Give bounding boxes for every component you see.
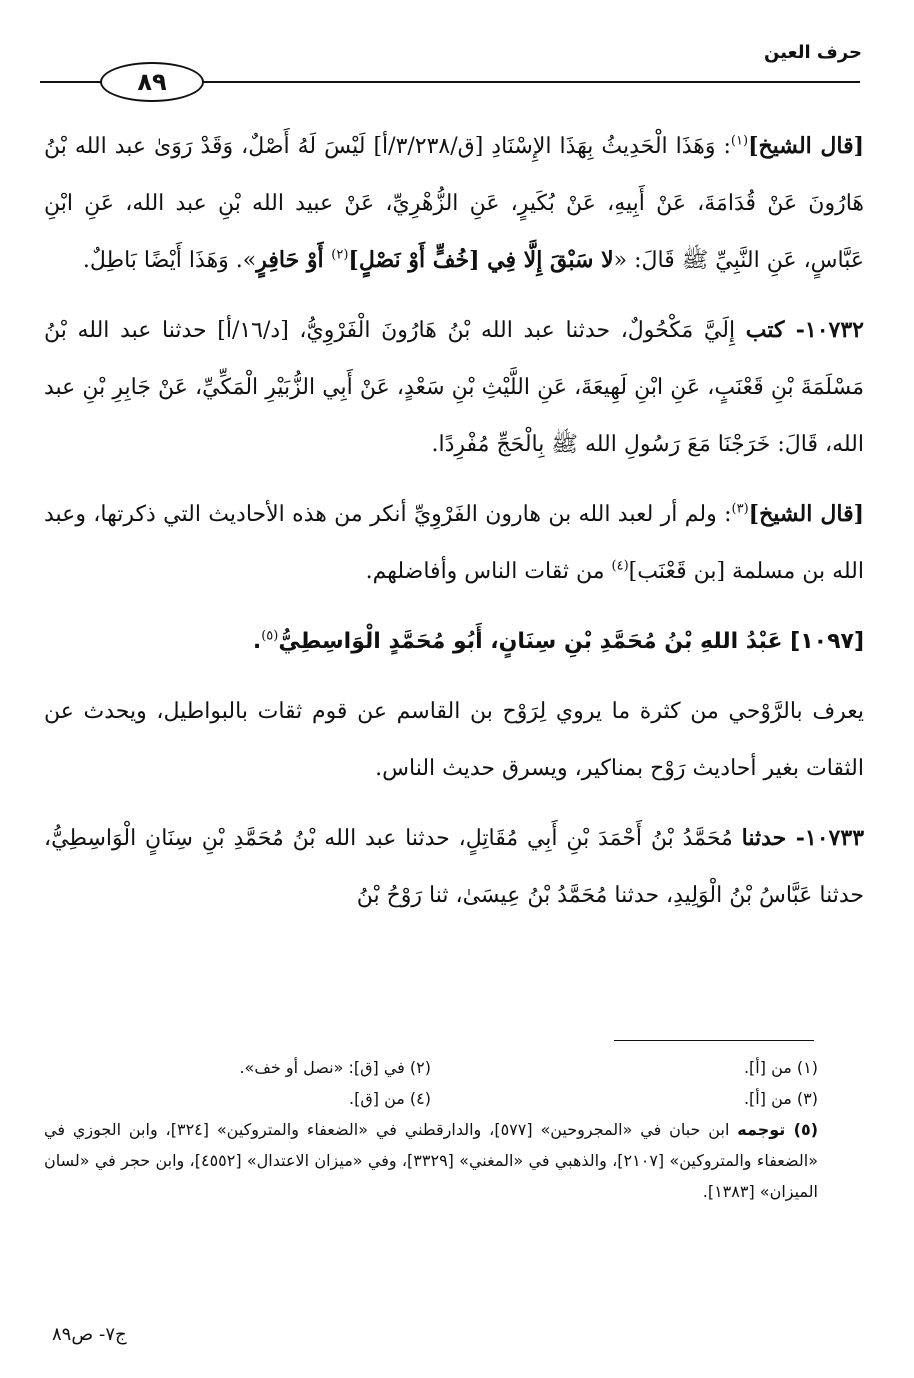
hadith-number: ١٠٧٣٢- bbox=[784, 317, 864, 343]
entry-heading-1097 bbox=[44, 613, 864, 670]
paragraph-hadith-10732 bbox=[44, 302, 864, 473]
paragraph-narrator-description bbox=[44, 683, 864, 797]
page-number: ٨٩ bbox=[137, 68, 167, 96]
footnote-5-text: ابن حبان في «المجروحين» [٥٧٧]، والدارقطني في «الضعفاء والمتروكين» [٣٢٤]، وابن الجوزي في «الضعفاء والمتروكين» [٢١٠٧]، والذهبي في «المغني» [٣٣٢٩]، وفي «ميزان الاعتدال» [٤٥٥٢]، وابن حجر في «لسان الميزان» [١٣٨٣]. bbox=[44, 1120, 819, 1201]
hadith-verb: حدثنا bbox=[741, 825, 787, 851]
volume-page-ref: ج٧- ص٨٩ bbox=[52, 1324, 127, 1345]
shaykh-label: [قال الشيخ] bbox=[748, 501, 865, 527]
narrator-heading: [١٠٩٧] عَبْدُ اللهِ بْنُ مُحَمَّدِ بْنِ سِنَانٍ، أَبُو مُحَمَّدٍ الْوَاسِطِيُّ bbox=[278, 629, 864, 654]
footnote-5-label: (٥) توجمه bbox=[737, 1120, 819, 1139]
paragraph-shaykh-comment-1 bbox=[44, 118, 864, 289]
footnote-5 bbox=[44, 1114, 818, 1207]
footnote-2: (٢) في [ق]: «نصل أو خف». bbox=[239, 1058, 431, 1077]
footnotes bbox=[44, 1052, 818, 1207]
main-text bbox=[44, 118, 864, 937]
page-number-badge bbox=[100, 62, 204, 102]
footnote-row bbox=[44, 1052, 818, 1083]
paragraph-shaykh-comment-2 bbox=[44, 486, 864, 600]
paragraph-text: : وَهَذَا الْحَدِيثُ بِهَذَا الإِسْنَادِ [ق/٣/٢٣٨/أ] لَيْسَ لَهُ أَصْلٌ، وَقَدْ رَوَىٰ عبد الله بْنُ هَارُونَ عَنْ قُدَامَةَ، عَنْ أَبِيهِ، عَنْ بُكَيرٍ، عَنِ الزُّهْرِيِّ، عَنْ عبيد الله بْنِ عبد الله، عَنِ ابْنِ عَبَّاسٍ، عَنِ النَّبِيِّ ﷺ قَالَ: « bbox=[44, 134, 864, 273]
paragraph-hadith-10733 bbox=[44, 810, 864, 924]
paragraph-text: : ولم أر لعبد الله بن هارون الفَرْوِيِّ أنكر من هذه الأحاديث التي ذكرتها، وعبد الله بن مسلمة [بن قَعْنَب] bbox=[44, 502, 864, 584]
hadith-quote: أَوْ حَافِرٍ bbox=[256, 247, 332, 273]
hadith-quote: لا سَبْقَ إِلَّا فِي [خُفٍّ أَوْ نَصْلٍ] bbox=[348, 247, 614, 273]
footnote-ref: (١) bbox=[730, 133, 749, 149]
paragraph-text: ». وَهَذَا أَيْضًا بَاطِلٌ. bbox=[82, 248, 257, 273]
footnote-4: (٤) من [ق]. bbox=[349, 1089, 431, 1108]
paragraph-text: من ثقات الناس وأفاضلهم. bbox=[365, 559, 612, 584]
chapter-title: حرف العين bbox=[764, 42, 862, 63]
hadith-number: ١٠٧٣٣- bbox=[786, 825, 865, 851]
footnote-row bbox=[44, 1083, 818, 1114]
footnote-3: (٣) من [أ]. bbox=[743, 1089, 818, 1108]
footnote-ref: (٢) bbox=[331, 247, 349, 263]
footnote-ref: (٣) bbox=[731, 501, 749, 517]
footnote-ref: (٥) bbox=[261, 628, 279, 644]
footnote-rule bbox=[614, 1040, 814, 1041]
hadith-verb: كتب bbox=[745, 317, 785, 343]
heading-tail: . bbox=[252, 629, 262, 654]
shaykh-label: [قال الشيخ] bbox=[748, 133, 865, 159]
paragraph-text: يعرف بالرَّوْحي من كثرة ما يروي لِرَوْح بن القاسم عن قوم ثقات بالبواطيل، ويحدث عن الثقات بغير أحاديث رَوْح بمناكير، ويسرق حديث الناس. bbox=[44, 699, 864, 781]
footnote-ref: (٤) bbox=[611, 558, 629, 574]
paragraph-text: إِلَيَّ مَكْحُولٌ، حدثنا عبد الله بْنُ هَارُونَ الْفَرْوِيُّ، [د/١٦/أ] حدثنا عبد الله بْنُ مَسْلَمَةَ بْنِ قَعْنَبٍ، عَنِ ابْنِ لَهِيعَةَ، عَنِ اللَّيْثِ بْنِ سَعْدٍ، عَنْ أَبِي الزُّبَيْرِ الْمَكِّيِّ، عَنْ جَابِرِ بْنِ عبد الله، قَالَ: خَرَجْنَا مَعَ رَسُولِ الله ﷺ بِالْحَجِّ مُفْرِدًا. bbox=[44, 318, 864, 457]
paragraph-text: مُحَمَّدُ بْنُ أَحْمَدَ بْنِ أَبِي مُقَاتِلٍ، حدثنا عبد الله بْنُ مُحَمَّدِ بْنِ سِنَانٍ الْوَاسِطِيُّ، حدثنا عَبَّاسُ بْنُ الْوَلِيدِ، حدثنا مُحَمَّدُ بْنُ عِيسَىٰ، ثنا رَوْحُ بْنُ bbox=[44, 826, 864, 908]
footnote-1: (١) من [أ]. bbox=[743, 1058, 818, 1077]
